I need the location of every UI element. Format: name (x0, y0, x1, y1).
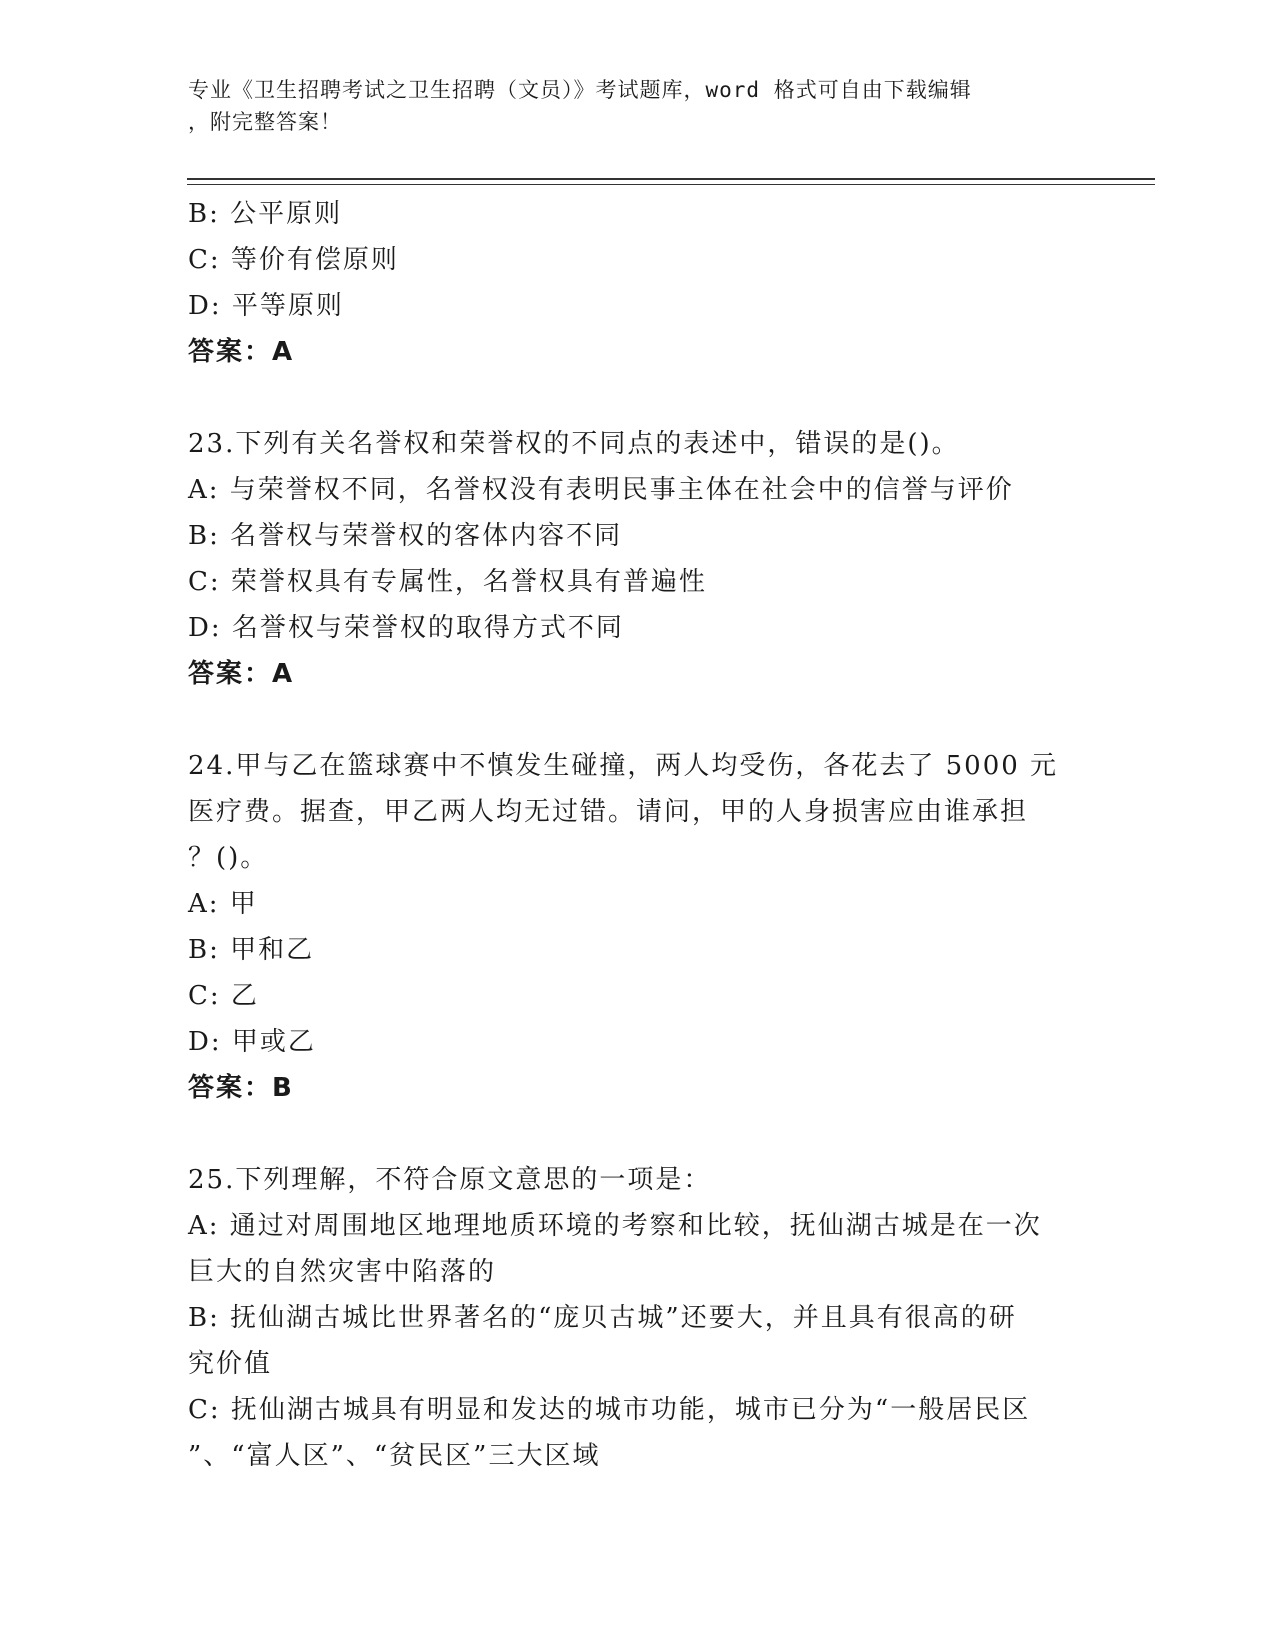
option-c: C: 乙 (188, 981, 259, 1011)
option-b-line-2: 究价值 (188, 1349, 273, 1379)
question-25 (188, 1157, 1088, 1479)
option-d: D: 平等原则 (188, 291, 344, 321)
option-b: B: 名誉权与荣誉权的客体内容不同 (188, 521, 623, 551)
option-a: A: 甲 (188, 889, 258, 919)
option-c: C: 荣誉权具有专属性，名誉权具有普遍性 (188, 567, 707, 597)
question-stem-line-2: 医疗费。据查，甲乙两人均无过错。请问，甲的人身损害应由谁承担 (188, 797, 1029, 827)
header-line-2: ，附完整答案！ (188, 110, 342, 134)
answer-line: 答案：A (188, 659, 295, 689)
option-c-line-1: C: 抚仙湖古城具有明显和发达的城市功能，城市已分为“一般居民区 (188, 1395, 1031, 1425)
spacer (188, 697, 1088, 743)
header-line-1: 专业《卫生招聘考试之卫生招聘（文员）》考试题库，word 格式可自由下载编辑 (188, 78, 972, 102)
option-d: D: 名誉权与荣誉权的取得方式不同 (188, 613, 624, 643)
option-a: A: 与荣誉权不同，名誉权没有表明民事主体在社会中的信誉与评价 (188, 475, 1014, 505)
option-b: B: 公平原则 (188, 199, 343, 229)
question-stem-line-3: ？()。 (188, 843, 269, 873)
answer-line: 答案：B (188, 1073, 294, 1103)
document-header (188, 74, 1068, 138)
question-list (188, 191, 1088, 1479)
spacer (188, 1111, 1088, 1157)
question-stem: 25.下列理解，不符合原文意思的一项是： (188, 1165, 712, 1195)
option-c: C: 等价有偿原则 (188, 245, 399, 275)
header-divider-top (187, 178, 1155, 180)
option-a-line-2: 巨大的自然灾害中陷落的 (188, 1257, 497, 1287)
option-b: B: 甲和乙 (188, 935, 315, 965)
question-stem: 23.下列有关名誉权和荣誉权的不同点的表述中，错误的是()。 (188, 429, 960, 459)
spacer (188, 375, 1088, 421)
question-23 (188, 421, 1088, 697)
option-c-line-2: ”、“富人区”、“贫民区”三大区域 (188, 1441, 601, 1471)
answer-line: 答案：A (188, 337, 295, 367)
option-b-line-1: B: 抚仙湖古城比世界著名的“庞贝古城”还要大，并且具有很高的研 (188, 1303, 1017, 1333)
question-stem-line-1: 24.甲与乙在篮球赛中不慎发生碰撞，两人均受伤，各花去了 5000 元 (188, 751, 1059, 781)
question-24 (188, 743, 1088, 1111)
option-d: D: 甲或乙 (188, 1027, 316, 1057)
header-divider-bottom (187, 184, 1155, 185)
question-22-tail (188, 191, 1088, 375)
option-a-line-1: A: 通过对周围地区地理地质环境的考察和比较，抚仙湖古城是在一次 (188, 1211, 1042, 1241)
